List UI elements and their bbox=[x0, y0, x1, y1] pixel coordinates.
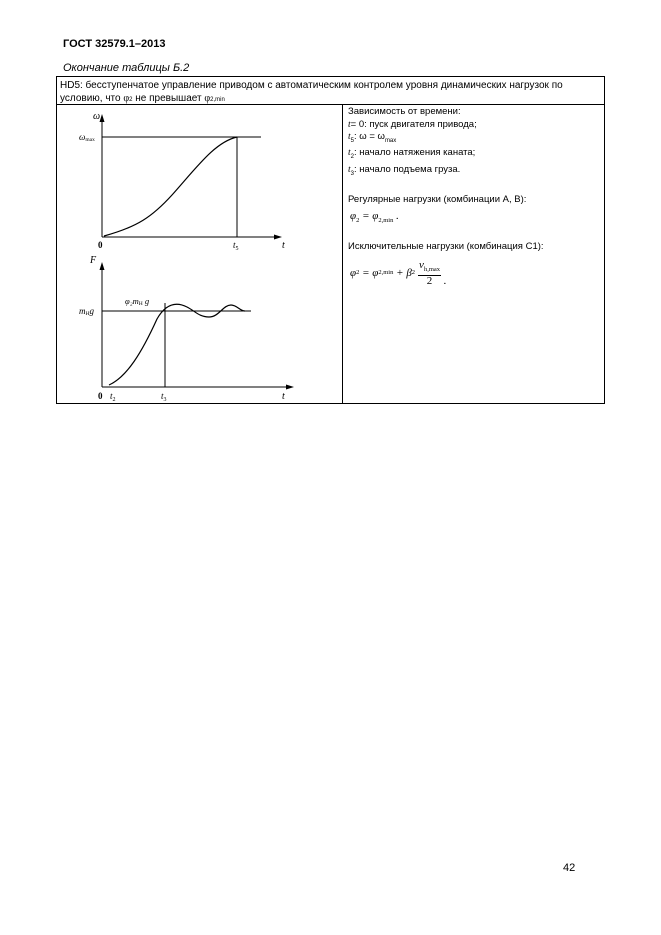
time-line-1-t: t bbox=[348, 119, 351, 130]
exc-b-sub: 2 bbox=[411, 269, 416, 277]
time-line-3 bbox=[348, 147, 600, 163]
time-line-4 bbox=[348, 164, 600, 180]
top-velocity-curve bbox=[104, 137, 237, 236]
time-line-2-t: t bbox=[348, 132, 351, 142]
top-x-label: t bbox=[282, 240, 285, 251]
phi-sub: 2 bbox=[129, 97, 133, 103]
time-line-2-text: : ω = ω bbox=[353, 131, 385, 142]
reg-rhs-sub: 2,min bbox=[378, 216, 394, 224]
bottom-t3-sub: 3 bbox=[163, 397, 167, 403]
bottom-x-arrow bbox=[286, 385, 294, 390]
exc-num-sub: h,max bbox=[423, 266, 441, 274]
reg-lhs-sub: 2 bbox=[356, 216, 360, 224]
exc-a: φ bbox=[372, 267, 379, 280]
regular-loads-title: Регулярные нагрузки (комбинации A, B): bbox=[348, 194, 527, 206]
exc-denominator: 2 bbox=[426, 275, 433, 288]
header-text-b: не превышает bbox=[132, 93, 205, 104]
time-line-3-t: t bbox=[348, 148, 351, 159]
bottom-overshoot-main: φ₂m bbox=[125, 296, 139, 306]
bottom-y-label: F bbox=[90, 255, 97, 266]
top-y-arrow bbox=[100, 114, 105, 122]
top-t5-label bbox=[233, 240, 239, 252]
graph-rope-force bbox=[79, 255, 294, 403]
bottom-force-curve bbox=[109, 304, 245, 385]
exc-a-sub: 2,min bbox=[378, 269, 394, 277]
exc-plus: + bbox=[393, 267, 407, 280]
time-line-4-t: t bbox=[348, 164, 351, 175]
bottom-y-arrow bbox=[100, 262, 105, 270]
bottom-load-m: m bbox=[79, 306, 86, 316]
bottom-load-g: g bbox=[89, 306, 94, 316]
phi-min-symbol: φ bbox=[204, 93, 211, 104]
regular-formula bbox=[350, 210, 600, 228]
top-t5-t: t bbox=[233, 240, 236, 250]
header-text-a: условию, что bbox=[60, 93, 124, 104]
time-line-1-text: = 0: пуск двигателя привода; bbox=[350, 118, 477, 130]
bottom-x-label: t bbox=[282, 391, 285, 402]
exc-lhs-sub: 2 bbox=[356, 269, 360, 277]
time-line-1 bbox=[348, 119, 600, 132]
top-origin-label: 0 bbox=[98, 240, 103, 250]
bottom-load-label bbox=[79, 306, 94, 317]
header-line-1: HD5: бесступенчатое управление приводом с автоматическим контролем уровня динамических нагрузок по bbox=[60, 80, 563, 91]
time-line-2-sub: 5 bbox=[350, 137, 354, 144]
bottom-overshoot-label bbox=[125, 296, 149, 307]
exceptional-formula bbox=[350, 260, 600, 287]
table-caption: Окончание таблицы Б.2 bbox=[63, 62, 190, 74]
top-max-sub: max bbox=[85, 137, 95, 143]
exc-eq: = bbox=[359, 267, 373, 280]
reg-lhs: φ bbox=[350, 209, 357, 222]
table-b2 bbox=[56, 76, 605, 404]
time-graphs bbox=[57, 77, 341, 403]
bottom-overshoot-sub: H bbox=[138, 301, 143, 307]
doc-header: ГОСТ 32579.1–2013 bbox=[63, 38, 166, 50]
time-line-4-sub: 3 bbox=[350, 170, 354, 177]
bottom-overshoot-g: g bbox=[142, 296, 150, 306]
top-max-label bbox=[79, 132, 95, 143]
reg-eq: = bbox=[359, 209, 373, 222]
exc-b: β bbox=[406, 267, 412, 280]
bottom-load-sub: H bbox=[85, 311, 90, 317]
bottom-t3-t: t bbox=[161, 391, 164, 401]
bottom-origin-label: 0 bbox=[98, 391, 103, 401]
top-y-label: ω bbox=[93, 111, 101, 122]
time-line-2 bbox=[348, 131, 600, 147]
table-column-divider bbox=[342, 104, 343, 403]
time-line-2-max: max bbox=[384, 137, 397, 144]
reg-tail: . bbox=[393, 209, 399, 222]
exc-num-v: v bbox=[419, 258, 424, 271]
phi-min-sub: 2,min bbox=[210, 97, 225, 103]
bottom-t2-label bbox=[110, 391, 116, 403]
time-line-4-text: : начало подъема груза. bbox=[353, 163, 461, 175]
top-x-arrow bbox=[274, 235, 282, 240]
exc-lhs: φ bbox=[350, 267, 357, 280]
reg-rhs: φ bbox=[372, 209, 379, 222]
top-t5-sub: 5 bbox=[235, 246, 239, 252]
exc-numerator bbox=[418, 260, 441, 276]
bottom-t2-sub: 2 bbox=[112, 397, 116, 403]
top-max-omega: ω bbox=[79, 132, 86, 142]
bottom-t3-label bbox=[161, 391, 167, 403]
graph-angular-velocity bbox=[79, 111, 285, 252]
phi-symbol: φ bbox=[123, 93, 130, 104]
bottom-t2-t: t bbox=[110, 391, 113, 401]
dependence-title: Зависимость от времени: bbox=[348, 106, 461, 117]
page-number: 42 bbox=[563, 862, 576, 874]
exc-tail: . bbox=[441, 274, 447, 287]
exc-fraction bbox=[418, 260, 441, 287]
exceptional-loads-title: Исключительные нагрузки (комбинация C1): bbox=[348, 241, 544, 253]
time-line-3-sub: 2 bbox=[350, 154, 354, 161]
right-description bbox=[348, 106, 600, 287]
time-line-3-text: : начало натяжения каната; bbox=[353, 147, 476, 159]
